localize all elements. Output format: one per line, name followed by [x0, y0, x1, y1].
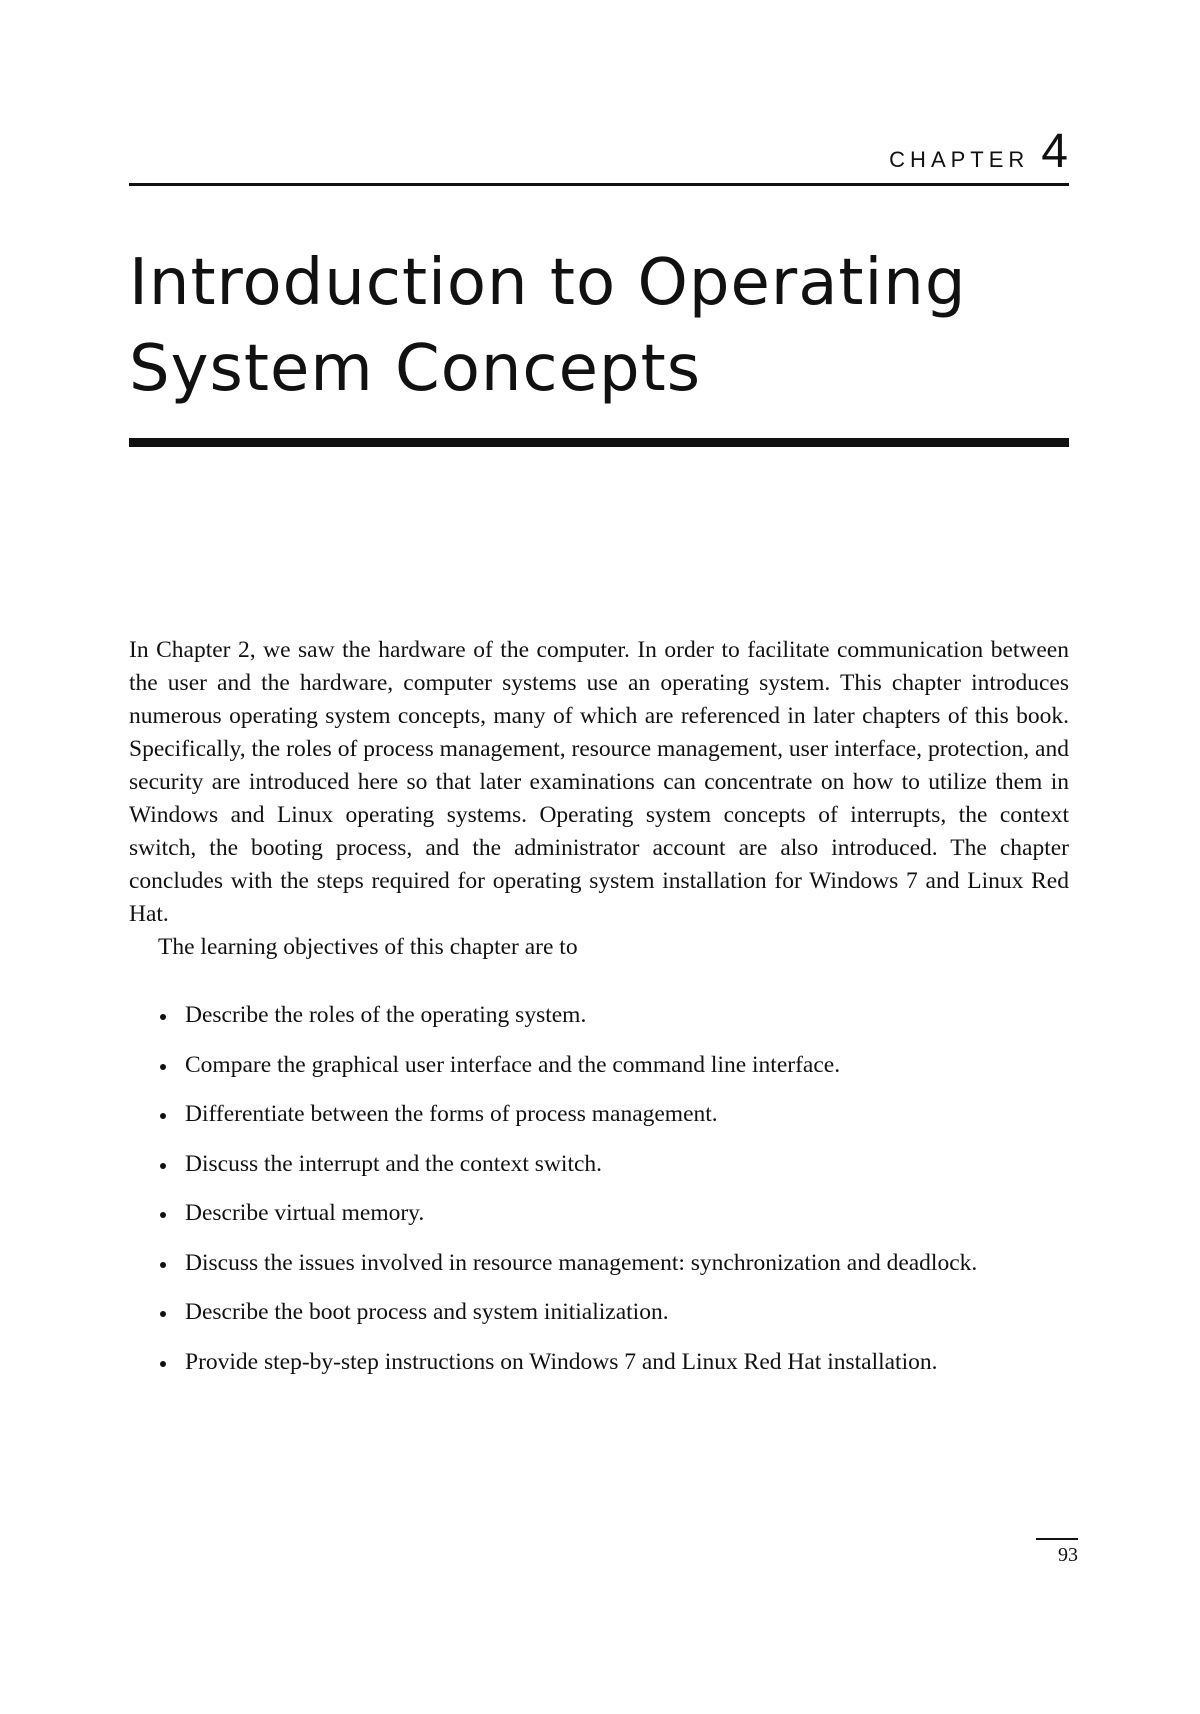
chapter-title: [129, 240, 1069, 412]
objective-item: Describe the roles of the operating system.: [158, 999, 1078, 1049]
intro-paragraph: In Chapter 2, we saw the hardware of the computer. In order to facilitate communication between the user and the hardware, computer systems use an operating system. This chapter introduces numerous operating system concepts, many of which are referenced in later chapters of this book. Specifically, the roles of process management, resource management, user interface, protection, and security are introduced here so that later examinations can concentrate on how to utilize them in Windows and Linux operating systems. Operating system concepts of interrupts, the context switch, the booting process, and the administrator account are also introduced. The chapter concludes with the steps required for operating system installation for Windows 7 and Linux Red Hat.: [129, 637, 1069, 927]
objective-item: Compare the graphical user interface and the command line interface.: [158, 1049, 1078, 1099]
objective-item: Provide step-by-step instructions on Windows 7 and Linux Red Hat installation.: [158, 1346, 1078, 1396]
objectives-list: [158, 999, 1078, 1395]
chapter-word: CHAPTER: [889, 147, 1030, 172]
chapter-title-line-1: Introduction to Operating: [129, 246, 967, 320]
objective-item: Discuss the issues involved in resource management: synchronization and deadlock.: [158, 1247, 1078, 1297]
objective-item: Describe the boot process and system initialization.: [158, 1296, 1078, 1346]
chapter-title-line-2: System Concepts: [129, 332, 702, 406]
objectives-lead: The learning objectives of this chapter are to: [158, 934, 578, 960]
chapter-top-rule: [129, 183, 1069, 186]
objective-item: Discuss the interrupt and the context switch.: [158, 1148, 1078, 1198]
page-number-rule: [1036, 1538, 1078, 1540]
chapter-title-rule: [129, 438, 1069, 447]
page-number: 93: [1058, 1544, 1078, 1566]
chapter-number: 4: [1041, 125, 1068, 178]
objective-item: Differentiate between the forms of process management.: [158, 1098, 1078, 1148]
objective-item: Describe virtual memory.: [158, 1197, 1078, 1247]
chapter-label: [889, 125, 1068, 178]
